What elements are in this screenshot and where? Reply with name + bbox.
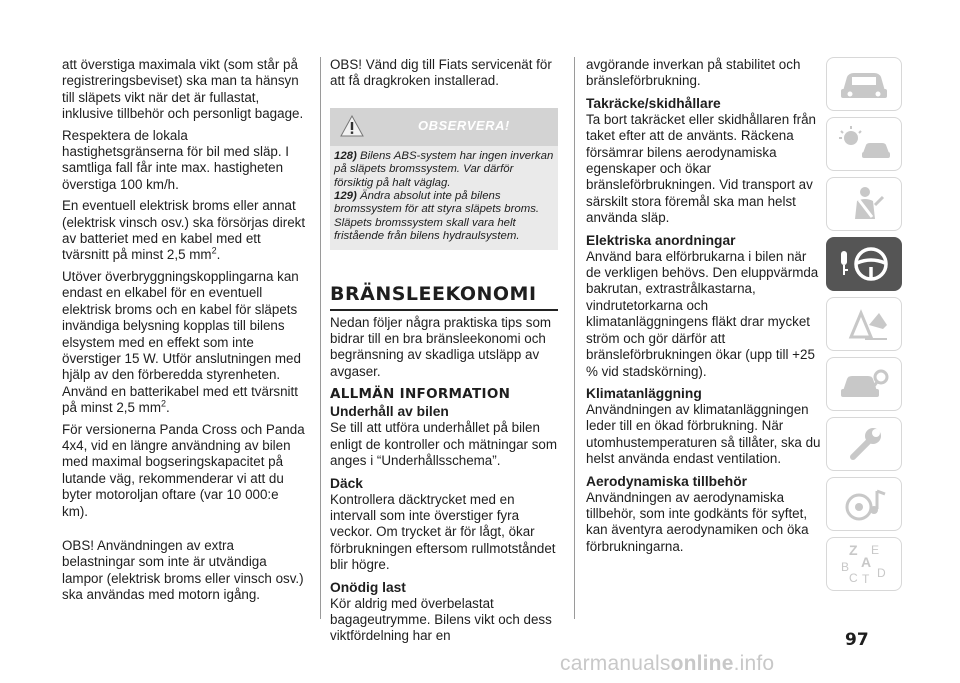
chapter-tabs bbox=[826, 57, 902, 597]
topic-title: Aerodynamiska tillbehör bbox=[586, 473, 748, 489]
note-item bbox=[334, 190, 554, 244]
topic-title: Klimatanläggning bbox=[586, 385, 702, 401]
column-2 bbox=[330, 57, 558, 650]
paragraph: Användningen av aerodynamiska tillbehör, som inte godkänts för syftet, kan äventyra aerodynamiken och öka förbrukningarna. bbox=[586, 489, 809, 554]
column-divider bbox=[574, 57, 575, 619]
tab-dashboard-lights[interactable] bbox=[826, 117, 902, 171]
tab-car[interactable] bbox=[826, 57, 902, 111]
index-letter: D bbox=[877, 566, 886, 580]
section-heading: BRÄNSLEEKONOMI bbox=[330, 282, 558, 311]
index-letter: C bbox=[849, 571, 858, 585]
note-text: Ändra absolut inte på bilens bromssystem för att styra släpets broms. Släpets bromssystem skall vara helt fristående från bilens hydraulsystem. bbox=[334, 190, 540, 243]
paragraph: Respektera de lokala hastighetsgränserna för bil med släp. I samtliga fall får inte max. hastigheten överstiga 100 km/h. bbox=[62, 127, 290, 192]
car-icon bbox=[835, 63, 893, 105]
paragraph bbox=[62, 198, 308, 264]
page-number: 97 bbox=[845, 630, 869, 650]
tab-steering-key[interactable] bbox=[826, 237, 902, 291]
paragraph: Kör aldrig med överbelastat bagageutrymme. Bilens vikt och dess viktfördelning har en bbox=[330, 595, 552, 644]
note-text: Bilens ABS-system har ingen inverkan på släpets bromssystem. Var därför försiktig på halt väglag. bbox=[334, 149, 554, 189]
subsection-heading: ALLMÄN INFORMATION bbox=[330, 386, 511, 403]
paragraph: avgörande inverkan på stabilitet och bränsleförbrukning. bbox=[586, 57, 801, 89]
note-item bbox=[334, 150, 554, 190]
tab-car-service[interactable] bbox=[826, 357, 902, 411]
tab-media[interactable] bbox=[826, 477, 902, 531]
tab-warning[interactable] bbox=[826, 297, 902, 351]
topic-title: Underhåll av bilen bbox=[330, 404, 449, 420]
topic-title: Däck bbox=[330, 475, 363, 491]
tab-seatbelt[interactable] bbox=[826, 177, 902, 231]
index-letter: B bbox=[841, 560, 850, 574]
paragraph: att överstiga maximala vikt (som står på registreringsbeviset) ska man ta hänsyn till släpets vikt när det är fullastat, inklusive tillbehör och personligt bagage. bbox=[62, 57, 304, 122]
paragraph: Ta bort takräcket eller skidhållaren från taket efter att de använts. Räckena försämrar bilens aerodynamiska egenskaper och ökar bränsleförbrukningen. Vid transport av särskilt stora föremål ska man helst använda släp. bbox=[586, 111, 816, 226]
paragraph: OBS! Användningen av extra belastningar som inte är utvändiga lampor (elektrisk broms eller vinsch osv.) ska användas med motorn igång. bbox=[62, 537, 304, 603]
dashboard-lights-icon bbox=[835, 123, 893, 165]
index-letters-icon bbox=[835, 543, 893, 585]
topic-title: Takräcke/skidhållare bbox=[586, 95, 721, 111]
seatbelt-icon bbox=[835, 183, 893, 225]
superscript: 2 bbox=[160, 398, 166, 409]
tab-index[interactable] bbox=[826, 537, 902, 591]
index-letter: Z bbox=[849, 543, 858, 558]
tab-wrench[interactable] bbox=[826, 417, 902, 471]
media-music-icon bbox=[835, 483, 893, 525]
index-letter: T bbox=[862, 572, 870, 585]
warning-triangle-icon bbox=[835, 303, 893, 345]
paragraph: Användningen av klimatanläggningen leder till en ökad förbrukning. När utomhustemperaturen så tillåter, ska du helst använda endast ventilation. bbox=[586, 401, 821, 467]
watermark-bold: online bbox=[670, 652, 734, 675]
column-divider bbox=[320, 57, 321, 619]
paragraph bbox=[62, 269, 308, 417]
topic-title: Onödig last bbox=[330, 579, 406, 595]
warning-note bbox=[330, 108, 558, 250]
paragraph-text: En eventuell elektrisk broms eller annat (elektrisk vinsch osv.) ska försörjas direkt av batteriet med en kabel med ett tvärsnitt på minst 2,5 mm bbox=[62, 198, 306, 263]
paragraph: Se till att utföra underhållet på bilen enligt de kontroller och mätningar som anges i “Underhållsschema”. bbox=[330, 420, 558, 469]
car-service-icon bbox=[835, 363, 893, 405]
warning-icon bbox=[340, 115, 364, 137]
paragraph: Kontrollera däcktrycket med en intervall som inte överstiger fyra veckor. Om trycket är för lågt, ökar förbrukningen eftersom rullmotståndet blir högre. bbox=[330, 491, 556, 573]
warning-note-header bbox=[330, 108, 558, 146]
steering-wheel-key-icon bbox=[835, 243, 893, 285]
superscript: 2 bbox=[211, 246, 217, 256]
index-letter: A bbox=[861, 554, 872, 570]
watermark bbox=[560, 652, 774, 676]
column-1 bbox=[62, 57, 308, 609]
paragraph-end: . bbox=[166, 400, 170, 416]
wrench-icon bbox=[835, 423, 893, 465]
column-3 bbox=[586, 57, 824, 560]
paragraph: För versionerna Panda Cross och Panda 4x4, vid en längre användning av bilen med maximal bogseringskapacitet på lutande väg, rekommenderar vi att du byter motoroljan oftare (var 10 000:e km). bbox=[62, 421, 305, 519]
warning-note-body bbox=[330, 146, 558, 250]
warning-note-title: OBSERVERA! bbox=[418, 117, 510, 133]
watermark-suffix: .info bbox=[733, 652, 775, 675]
index-letter: E bbox=[871, 543, 880, 557]
note-number: 128) bbox=[334, 149, 357, 162]
topic-title: Elektriska anordningar bbox=[586, 232, 736, 248]
watermark-prefix: carmanuals bbox=[560, 652, 671, 675]
paragraph-end: . bbox=[216, 247, 221, 263]
paragraph: OBS! Vänd dig till Fiats servicenät för att få dragkroken installerad. bbox=[330, 57, 552, 89]
paragraph: Använd bara elförbrukarna i bilen när de verkligen behövs. Den eluppvärmda bakrutan, extrastrålkastarna, vindrutetorkarna och klimatanläggningens fläkt drar mycket ström och gör därför att bränsleförbrukningen ökar (upp till +25 % vid stadskörning). bbox=[586, 248, 819, 379]
note-number: 129) bbox=[334, 190, 357, 203]
paragraph: Nedan följer några praktiska tips som bidrar till en bra bränsleekonomi och begränsning av skadliga utsläpp av avgaser. bbox=[330, 314, 552, 379]
paragraph-text: Utöver överbryggningskopplingarna kan endast en elkabel för en eventuell elektrisk broms och en kabel för släpets invändiga belysning kopplas till bilens elsystem med en effekt som inte överstiger 15 W. Utför anslutningen med hjälp av den förberedda styrenheten. Använd en batterikabel med ett tvärsnitt på minst 2,5 mm bbox=[62, 268, 301, 416]
